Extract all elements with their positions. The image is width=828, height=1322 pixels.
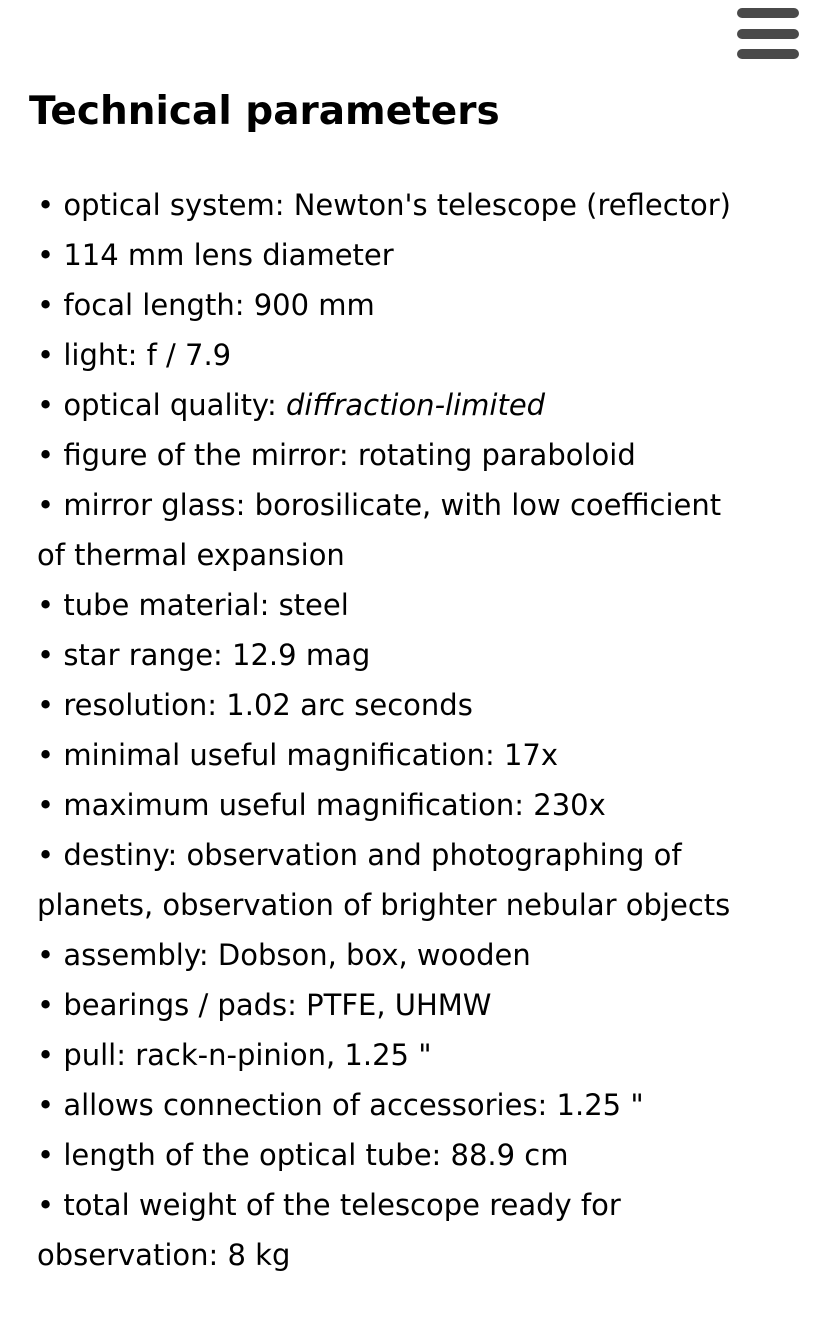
param-total-weight: • total weight of the telescope ready for xyxy=(37,1188,621,1222)
param-light: • light: f / 7.9 xyxy=(37,338,232,372)
param-accessories: • allows connection of accessories: 1.25 " xyxy=(37,1088,644,1122)
param-mirror-glass-continued: of thermal expansion xyxy=(37,538,345,572)
technical-parameters-list xyxy=(37,180,777,1280)
hamburger-menu-icon xyxy=(737,8,799,18)
param-optical-system: • optical system: Newton's telescope (reflector) xyxy=(37,188,731,222)
param-mirror-glass: • mirror glass: borosilicate, with low coefficient xyxy=(37,488,722,522)
page-title: Technical parameters xyxy=(29,89,500,134)
param-optical-quality xyxy=(37,380,777,430)
param-pull: • pull: rack-n-pinion, 1.25 " xyxy=(37,1038,432,1072)
hamburger-menu-button[interactable] xyxy=(737,8,799,60)
param-minimal-magnification: • minimal useful magnification: 17x xyxy=(37,738,559,772)
param-destiny: • destiny: observation and photographing of xyxy=(37,838,682,872)
param-assembly: • assembly: Dobson, box, wooden xyxy=(37,938,531,972)
param-optical-quality-label: • optical quality: xyxy=(37,388,286,422)
param-maximum-magnification: • maximum useful magnification: 230x xyxy=(37,788,606,822)
param-destiny-continued: planets, observation of brighter nebular objects xyxy=(37,888,731,922)
hamburger-menu-icon-bar xyxy=(737,29,799,39)
param-mirror-figure: • figure of the mirror: rotating paraboloid xyxy=(37,438,636,472)
param-focal-length: • focal length: 900 mm xyxy=(37,288,375,322)
param-star-range: • star range: 12.9 mag xyxy=(37,638,371,672)
param-bearings: • bearings / pads: PTFE, UHMW xyxy=(37,988,492,1022)
param-tube-material: • tube material: steel xyxy=(37,588,349,622)
param-total-weight-continued: observation: 8 kg xyxy=(37,1238,291,1272)
param-optical-quality-value: diffraction-limited xyxy=(285,388,546,422)
param-tube-length: • length of the optical tube: 88.9 cm xyxy=(37,1138,569,1172)
param-lens-diameter: • 114 mm lens diameter xyxy=(37,238,394,272)
param-resolution: • resolution: 1.02 arc seconds xyxy=(37,688,473,722)
hamburger-menu-icon-bar xyxy=(737,49,799,59)
